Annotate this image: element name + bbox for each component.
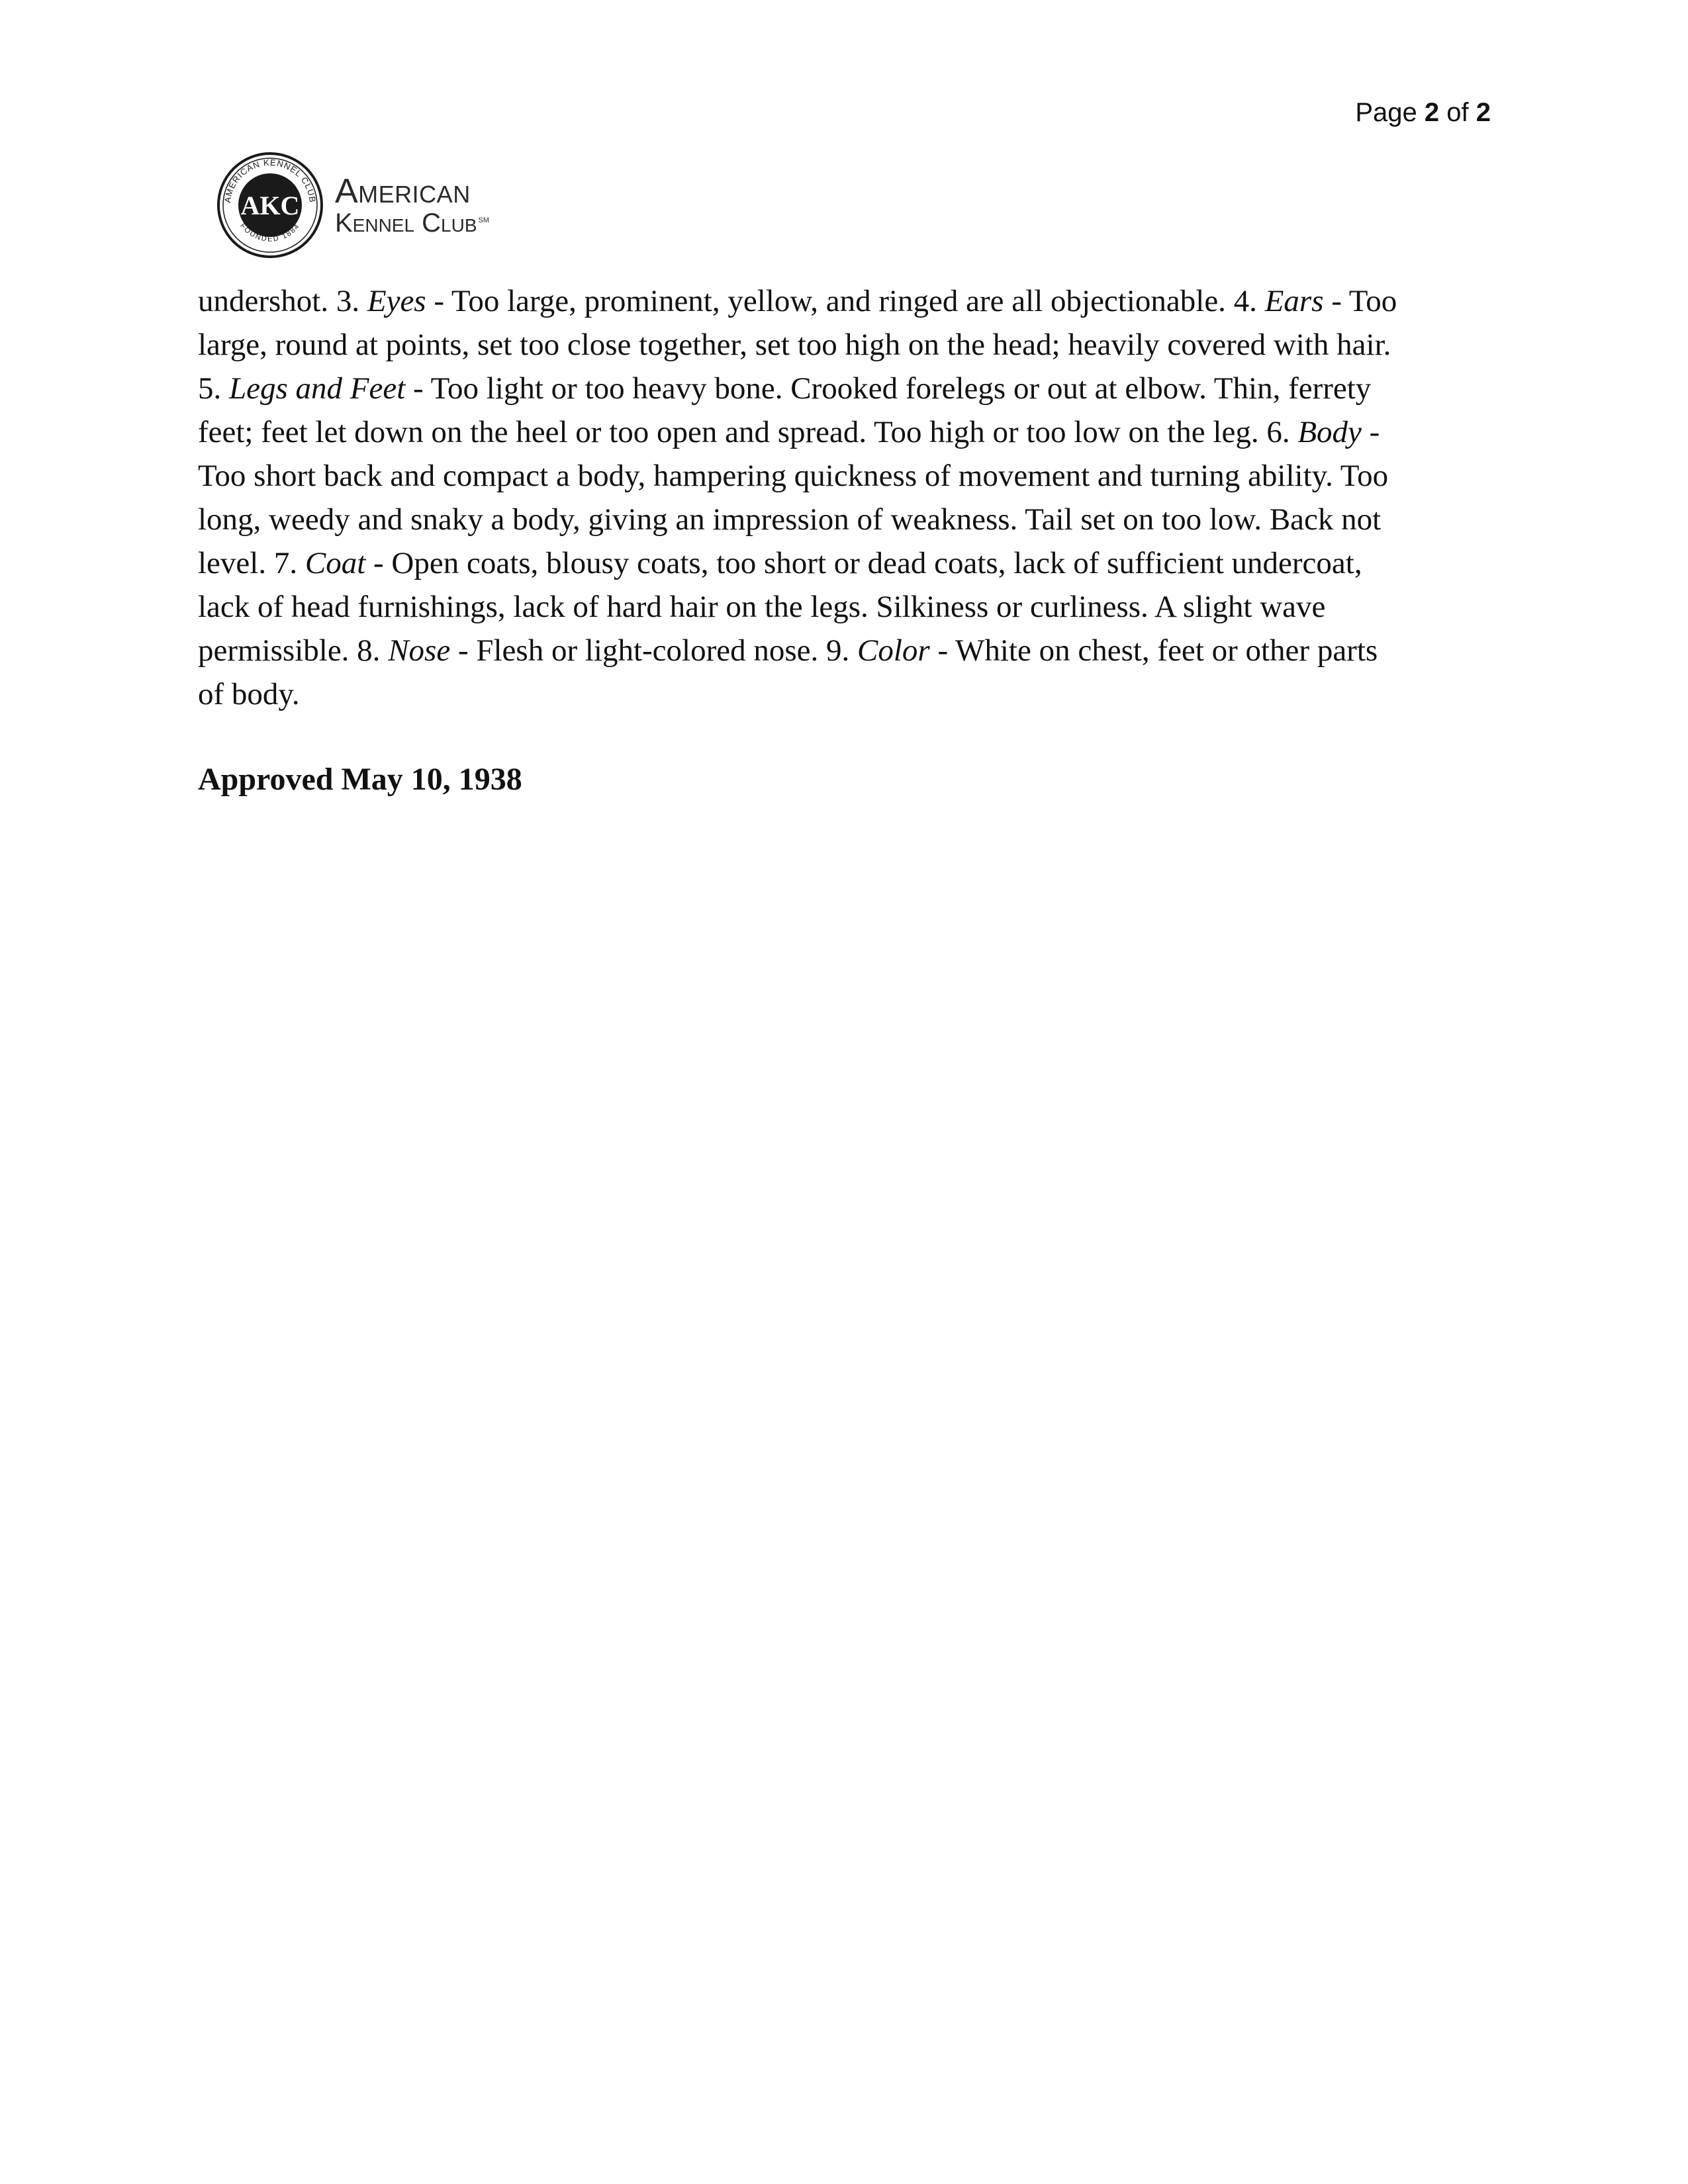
text-run: 5. <box>198 371 229 406</box>
page-prefix: Page <box>1355 98 1417 127</box>
text-run: - Too large, prominent, yellow, and ringed are all objectionable. 4. <box>426 284 1265 318</box>
text-run: Too short back and compact a body, hampering quickness of movement and turning ability. Too <box>198 459 1389 493</box>
akc-seal-icon <box>216 151 324 259</box>
text-run: - Open coats, blousy coats, too short or dead coats, lack of sufficient undercoat, <box>365 546 1362 580</box>
text-run: - Flesh or light-colored nose. 9. <box>450 633 857 668</box>
fault-heading: Coat <box>305 546 366 580</box>
fault-heading: Nose <box>388 633 451 668</box>
text-line <box>198 454 1492 498</box>
seal-ring-top-text: AMERICAN KENNEL CLUB <box>222 157 318 204</box>
text-line <box>198 672 1492 716</box>
fault-heading: Eyes <box>367 284 426 318</box>
seal-ring-bottom-text: FOUNDED 1884 <box>238 222 302 244</box>
page-total: 2 <box>1476 98 1491 127</box>
logo-wordmark-line2-text: Kennel Club <box>335 208 477 238</box>
approval-date: Approved May 10, 1938 <box>198 762 522 797</box>
text-run: level. 7. <box>198 546 305 580</box>
text-run: long, weedy and snaky a body, giving an impression of weakness. Tail set on too low. Back not <box>198 502 1382 537</box>
fault-heading: Color <box>857 633 930 668</box>
akc-logo <box>216 151 489 259</box>
page-number <box>1355 99 1491 126</box>
text-line <box>198 585 1492 629</box>
service-mark: SM <box>478 216 490 224</box>
text-run: permissible. 8. <box>198 633 389 668</box>
fault-heading: Legs and Feet <box>229 371 406 406</box>
logo-wordmark-line1: American <box>335 172 471 210</box>
logo-wordmark-line2 <box>335 210 489 236</box>
text-line <box>198 629 1492 672</box>
text-line <box>198 541 1492 585</box>
logo-wordmark <box>335 174 489 236</box>
text-run: undershot. 3. <box>198 284 367 318</box>
page-separator: of <box>1446 98 1469 127</box>
text-line <box>198 367 1492 410</box>
text-line <box>198 279 1492 323</box>
text-line <box>198 498 1492 541</box>
text-run: lack of head furnishings, lack of hard hair on the legs. Silkiness or curliness. A slight wave <box>198 590 1326 624</box>
text-run: of body. <box>198 677 300 711</box>
text-run: - Too light or too heavy bone. Crooked forelegs or out at elbow. Thin, ferrety <box>405 371 1372 406</box>
fault-heading: Body <box>1297 415 1362 449</box>
text-run: feet; feet let down on the heel or too open and spread. Too high or too low on the leg. 6. <box>198 415 1298 449</box>
text-line <box>198 323 1492 367</box>
text-run: - Too <box>1323 284 1397 318</box>
page-current: 2 <box>1424 98 1440 127</box>
faults-paragraph <box>198 279 1492 716</box>
text-run: large, round at points, set too close together, set too high on the head; heavily covered with hair. <box>198 328 1391 362</box>
fault-heading: Ears <box>1264 284 1324 318</box>
text-run: - White on chest, feet or other parts <box>929 633 1378 668</box>
text-run: - <box>1361 415 1380 449</box>
seal-monogram: AKC <box>240 191 300 220</box>
text-line <box>198 410 1492 454</box>
